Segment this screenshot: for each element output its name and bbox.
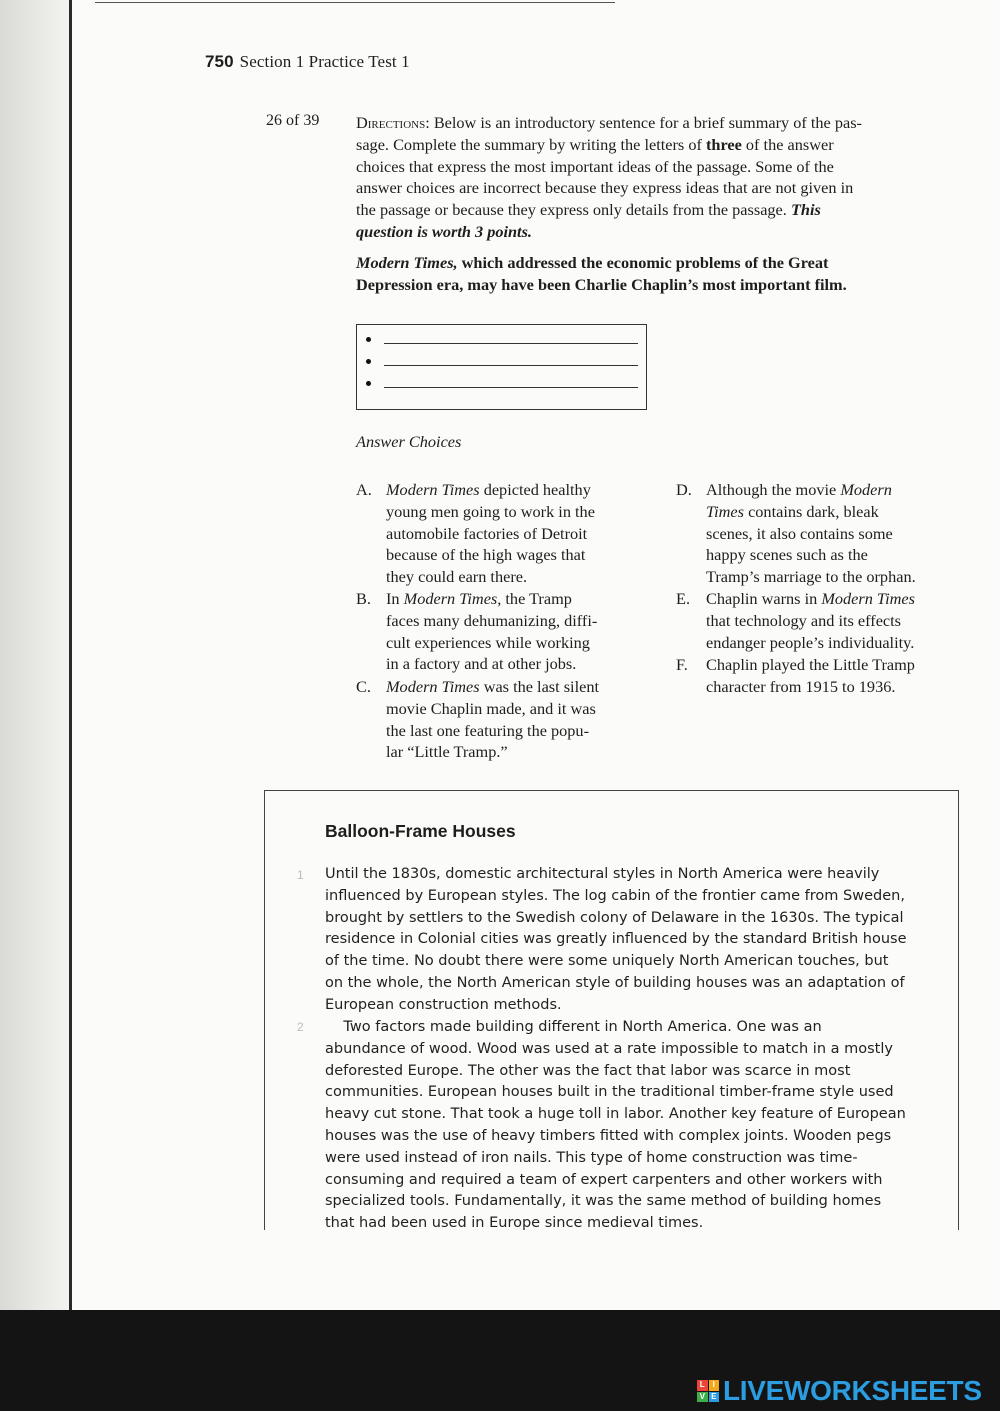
directions: Directions: Below is an introductory sentence for a brief summary of the pas- sage. Complete the summary by writing the letters of three of the answer choices that express the most important ideas of the passage. Some of the answer choices are incorrect because they express ideas that are not given in the passage or because they express only details from the passage. This question is worth 3 points. (356, 113, 862, 241)
scan-left-edge (0, 0, 72, 1411)
paragraph-number-1: 1 (297, 868, 304, 882)
bullet-icon (366, 337, 371, 342)
page-number: 750 (205, 52, 234, 71)
paragraph-number-2: 2 (297, 1020, 304, 1034)
running-header (205, 52, 410, 72)
liveworksheets-wordmark: LIVEWORKSHEETS (723, 1375, 982, 1406)
points-note: question is worth 3 points. (356, 221, 532, 241)
summary-slot-1[interactable] (366, 335, 638, 349)
question-counter: 26 of 39 (266, 112, 320, 129)
passage-title: Balloon-Frame Houses (325, 821, 516, 841)
summary-answer-box (356, 324, 647, 410)
top-rule (95, 2, 615, 3)
summary-slot-2[interactable] (366, 357, 638, 371)
summary-intro-sentence: Modern Times, which addressed the economic problems of the Great Depression era, may have been Charlie Chaplin’s most important film. (356, 253, 847, 294)
section-title: Section 1 Practice Test 1 (239, 52, 410, 71)
bullet-icon (366, 381, 371, 386)
emphasis-three: three (705, 134, 742, 154)
passage-paragraph-1: Until the 1830s, domestic architectural styles in North America were heavily influenced by European styles. The log cabin of the frontier came from Sweden, brought by settlers to the Swedish colony of Delaware in the 1630s. The typical residence in Colonial cities was greatly influenced by the standard British house of the time. No doubt there were some uniquely North American touches, but on the whole, the North American style of building houses was an adaptation of European construction methods. (325, 866, 907, 1013)
directions-label: Directions: (356, 113, 430, 132)
passage-paragraph-2: Two factors made building different in North America. One was an abundance of wood. Wood was used at a rate impossible to match in a mostly deforested Europe. The other was the fact that labor was scarce in most communities. European houses built in the traditional timber-frame style used heavy cut stone. That took a huge toll in labor. Another key feature of European houses was the use of heavy timbers fitted with complex joints. Wooden pegs were used instead of iron nails. This type of home construction was time- consuming and required a team of expert carpenters and other workers with specialized tools. Fundamentally, it was the same method of building homes that had been used in Europe since medieval times. (325, 1019, 906, 1232)
answer-choices-heading: Answer Choices (356, 432, 462, 451)
bullet-icon (366, 359, 371, 364)
summary-slot-3[interactable] (366, 379, 638, 393)
liveworksheets-logo (697, 1374, 982, 1408)
liveworksheets-logo-icon: L I V E (697, 1380, 719, 1402)
